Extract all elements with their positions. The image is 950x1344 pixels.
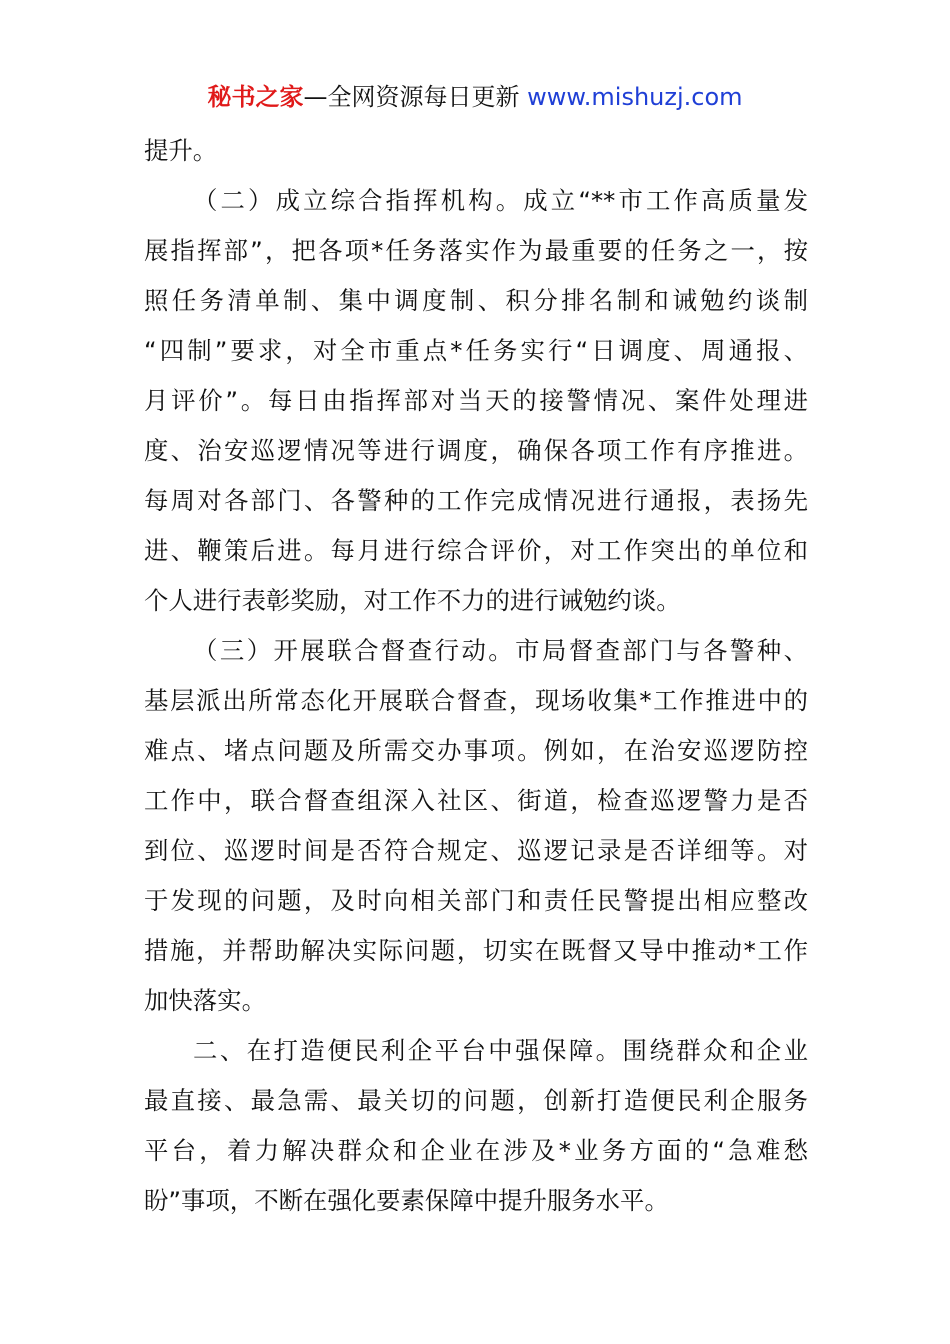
text-line: 提升。 bbox=[144, 136, 218, 165]
text-line: （三）开展联合督查行动。市局督查部门与各警种、 bbox=[193, 636, 808, 665]
header-tagline: —全网资源每日更新 bbox=[303, 83, 528, 111]
text-line: 度、治安巡逻情况等进行调度，确保各项工作有序推进。 bbox=[144, 436, 808, 465]
text-line: 到位、巡逻时间是否符合规定、巡逻记录是否详细等。对 bbox=[144, 836, 808, 865]
text-line: 基层派出所常态化开展联合督查，现场收集*工作推进中的 bbox=[144, 686, 808, 715]
text-line: 平台，着力解决群众和企业在涉及*业务方面的“急难愁 bbox=[144, 1136, 808, 1165]
text-line: 工作中，联合督查组深入社区、街道，检查巡逻警力是否 bbox=[144, 786, 808, 815]
text-line: 难点、堵点问题及所需交办事项。例如，在治安巡逻防控 bbox=[144, 736, 808, 765]
header-url-link[interactable]: www.mishuzj.com bbox=[527, 83, 743, 111]
text-line: 月评价”。每日由指挥部对当天的接警情况、案件处理进 bbox=[144, 386, 808, 415]
text-line: 展指挥部”，把各项*任务落实作为最重要的任务之一，按 bbox=[144, 236, 808, 265]
document-body bbox=[144, 126, 808, 1226]
text-line: 盼”事项，不断在强化要素保障中提升服务水平。 bbox=[144, 1186, 669, 1215]
text-line: 于发现的问题，及时向相关部门和责任民警提出相应整改 bbox=[144, 886, 808, 915]
text-line: 照任务清单制、集中调度制、积分排名制和诫勉约谈制 bbox=[144, 286, 808, 315]
text-line: 加快落实。 bbox=[144, 986, 266, 1015]
text-line: “四制”要求，对全市重点*任务实行“日调度、周通报、 bbox=[144, 336, 808, 365]
text-line: 进、鞭策后进。每月进行综合评价，对工作突出的单位和 bbox=[144, 536, 808, 565]
header-brand: 秘书之家 bbox=[207, 83, 304, 111]
text-line: （二）成立综合指挥机构。成立“**市工作高质量发 bbox=[193, 186, 808, 215]
text-line: 最直接、最急需、最关切的问题，创新打造便民利企服务 bbox=[144, 1086, 808, 1115]
text-line: 措施，并帮助解决实际问题，切实在既督又导中推动*工作 bbox=[144, 936, 808, 965]
text-line: 每周对各部门、各警种的工作完成情况进行通报，表扬先 bbox=[144, 486, 808, 515]
page-header bbox=[0, 80, 950, 114]
text-line: 个人进行表彰奖励，对工作不力的进行诫勉约谈。 bbox=[144, 586, 681, 615]
text-line: 二、在打造便民利企平台中强保障。围绕群众和企业 bbox=[193, 1036, 808, 1065]
